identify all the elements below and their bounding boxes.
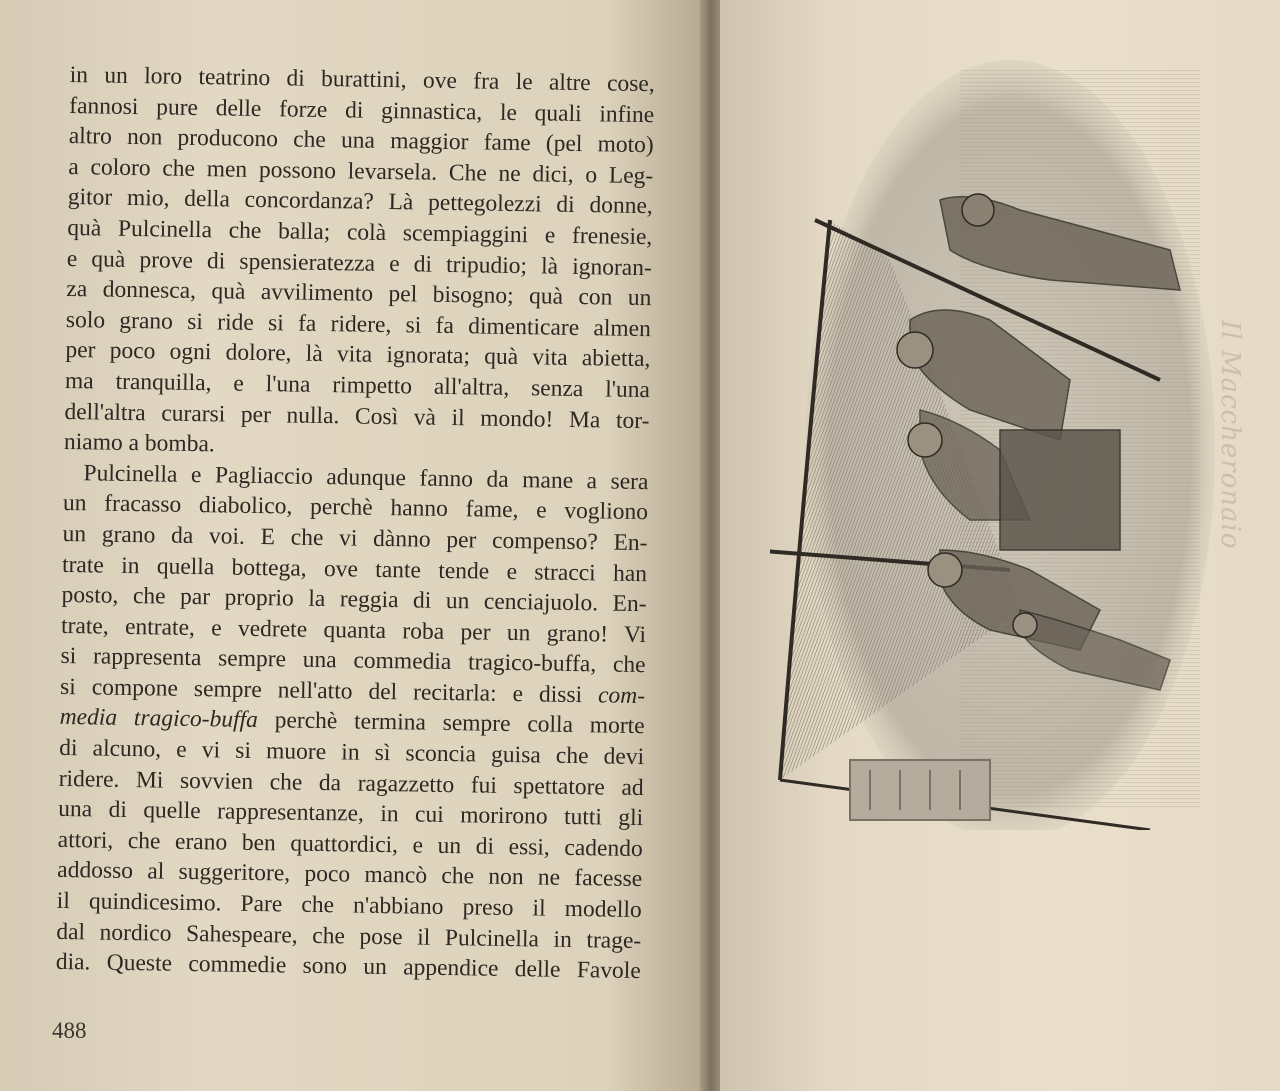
text-line: il quindicesimo. Pare che n'abbiano preso il modello — [56, 887, 642, 924]
text-line: trate in quella bottega, ove tante tende e stracci han — [61, 551, 648, 587]
text-fragment: si compone sempre nell'atto del recitarla: e dissi — [59, 673, 583, 708]
text-line: addosso al suggeritore, poco mancò che non ne facesse — [57, 857, 643, 893]
text-line: dell'altra curarsi per nulla. Così và il mondo! Ma tor- — [64, 398, 650, 434]
text-line: posto, che par proprio la reggia di un cenciajuolo. En- — [61, 582, 647, 618]
text-line: altro non producono che una maggior fame (pel moto) — [68, 123, 654, 159]
text-line: niamo a bomba. — [63, 429, 215, 458]
text-fragment: perchè termina sempre colla morte — [274, 707, 645, 740]
text-line: una di quelle rappresentanze, in cui morirono tutti gli — [58, 796, 644, 832]
text-line: trate, entrate, e vedrete quanta roba per un grano! Vi — [60, 612, 647, 648]
page-number: 488 — [52, 1018, 87, 1043]
text-line: Pulcinella e Pagliaccio adunque fanno da mane a sera — [83, 459, 649, 495]
text-line: solo grano si ride si fa ridere, si fa dimenticare almen — [65, 306, 652, 342]
text-line: dal nordico Sahespeare, che pose il Pulcinella in trage- — [56, 918, 642, 954]
italic-text: media tragico-buffa — [59, 704, 259, 734]
text-line: di alcuno, e vi si muore in sì sconcia guisa che devi — [58, 734, 645, 771]
body-text — [56, 60, 655, 987]
text-line: za donnesca, quà avvilimento pel bisogno; quà con un — [66, 276, 652, 312]
text-line: in un loro teatrino di burattini, ove fra le altre cose, — [69, 61, 655, 98]
text-line: un fracasso diabolico, perchè hanno fame, e vogliono — [62, 490, 649, 526]
background-building — [850, 760, 990, 820]
text-line: dia. Queste commedie sono un appendice delle Favole — [55, 949, 641, 985]
text-line: attori, che erano ben quattordici, e un di essi, cadendo — [57, 826, 643, 862]
plate-caption: Il Maccheronaio — [1215, 320, 1245, 550]
text-line: e quà prove di spensieratezza e di tripudio; là ignoran- — [66, 245, 653, 281]
text-line: si rappresenta sempre una commedia tragico-buffa, che — [60, 643, 646, 679]
text-line: ridere. Mi sovvien che da ragazzetto fui spettatore ad — [58, 765, 644, 801]
text-line: fannosi pure delle forze di ginnastica, le quali infine — [69, 92, 655, 128]
text-line: ma tranquilla, e l'una rimpetto all'altra, senza l'una — [64, 367, 651, 404]
engraving-illustration — [770, 50, 1230, 830]
italic-text: com- — [597, 682, 646, 709]
text-line: a coloro che men possono levarsela. Che ne dici, o Leg- — [68, 153, 654, 189]
text-line: un grano da voi. E che vi dànno per compenso? En- — [62, 520, 648, 557]
text-line: gitor mio, della concordanza? Là pettegolezzi di donne, — [67, 184, 653, 220]
text-line: per poco ogni dolore, là vita ignorata; quà vita abietta, — [65, 337, 651, 373]
text-line: quà Pulcinella che balla; colà scempiaggini e frenesie, — [67, 214, 653, 251]
